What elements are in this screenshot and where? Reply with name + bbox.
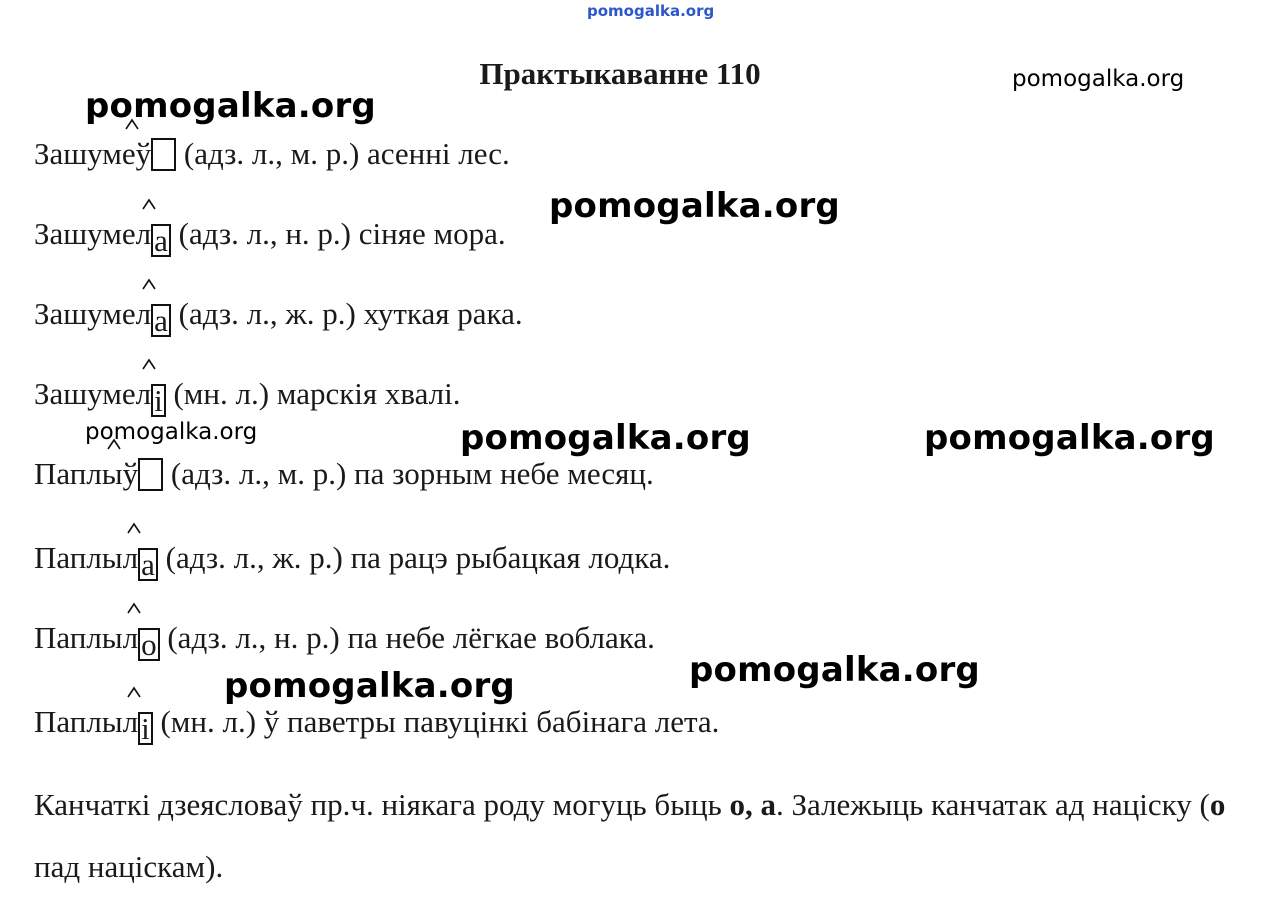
exercise-line: [34, 620, 655, 661]
ending-box: а: [151, 304, 171, 337]
exercise-line: [34, 540, 670, 581]
verb-stem: Паплыл: [34, 704, 139, 739]
line-rest: (адз. л., н. р.) сіняе мора.: [170, 216, 506, 251]
ending-box: о: [138, 628, 160, 661]
verb-stem: Зашумел: [34, 376, 152, 411]
exercise-line: [34, 704, 719, 745]
line-rest: (адз. л., м. р.) асенні лес.: [183, 136, 510, 171]
stress-mark-icon: [141, 198, 157, 210]
watermark-text: pomogalka.org: [1012, 66, 1185, 92]
top-watermark: pomogalka.org: [587, 2, 715, 20]
ending-box: а: [138, 548, 158, 581]
watermark-text: pomogalka.org: [549, 186, 840, 226]
verb-stem: Паплыл: [34, 540, 139, 575]
line-rest: (адз. л., н. р.) па небе лёгкае воблака.: [159, 620, 655, 655]
exercise-line: [34, 296, 523, 337]
rule-text: пад націскам).: [34, 849, 224, 884]
verb-stem: Зашумел: [34, 296, 152, 331]
exercise-line: [34, 216, 506, 257]
rule-bold-ending: о: [1209, 787, 1226, 822]
verb-stem: Паплыў: [34, 456, 139, 491]
rule-text: . Залежыць канчатак ад націску (: [776, 787, 1210, 822]
watermark-text: pomogalka.org: [85, 419, 258, 445]
line-rest: (адз. л., ж. р.) па рацэ рыбацкая лодка.: [157, 540, 671, 575]
page-title: Практыкаванне 110: [479, 56, 761, 91]
stress-mark-icon: [126, 522, 142, 534]
exercise-line: [34, 136, 510, 172]
ending-box: і: [151, 384, 166, 417]
stress-mark-icon: [141, 358, 157, 370]
ending-box: і: [138, 712, 153, 745]
watermark-text: pomogalka.org: [460, 418, 751, 458]
exercise-line: [34, 456, 654, 492]
watermark-text: pomogalka.org: [85, 86, 376, 126]
exercise-line: [34, 376, 461, 417]
ending-box: [151, 138, 176, 171]
verb-stem: Зашумел: [34, 216, 152, 251]
watermark-text: pomogalka.org: [224, 666, 515, 706]
watermark-text: pomogalka.org: [689, 650, 980, 690]
verb-stem: Зашуме ў: [34, 136, 184, 171]
stress-mark-icon: [126, 686, 142, 698]
stress-mark-icon: [106, 438, 122, 450]
rule-bold-endings: о, а: [729, 787, 777, 822]
ending-box: а: [151, 224, 171, 257]
line-rest: (мн. л.) ў паветры павуцінкі бабінага лета.: [152, 704, 720, 739]
stress-mark-icon: [141, 278, 157, 290]
stress-mark-icon: [124, 118, 140, 130]
line-rest: (мн. л.) марскія хвалі.: [165, 376, 461, 411]
ending-box: [138, 458, 163, 491]
line-rest: (адз. л., м. р.) па зорным небе месяц.: [163, 456, 654, 491]
watermark-text: pomogalka.org: [924, 418, 1215, 458]
stress-mark-icon: [126, 602, 142, 614]
rule-text: Канчаткі дзеясловаў пр.ч. ніякага роду могуць быць: [34, 787, 730, 822]
rule-paragraph: [34, 774, 1244, 898]
line-rest: (адз. л., ж. р.) хуткая рака.: [170, 296, 523, 331]
verb-stem: Паплыл: [34, 620, 139, 655]
